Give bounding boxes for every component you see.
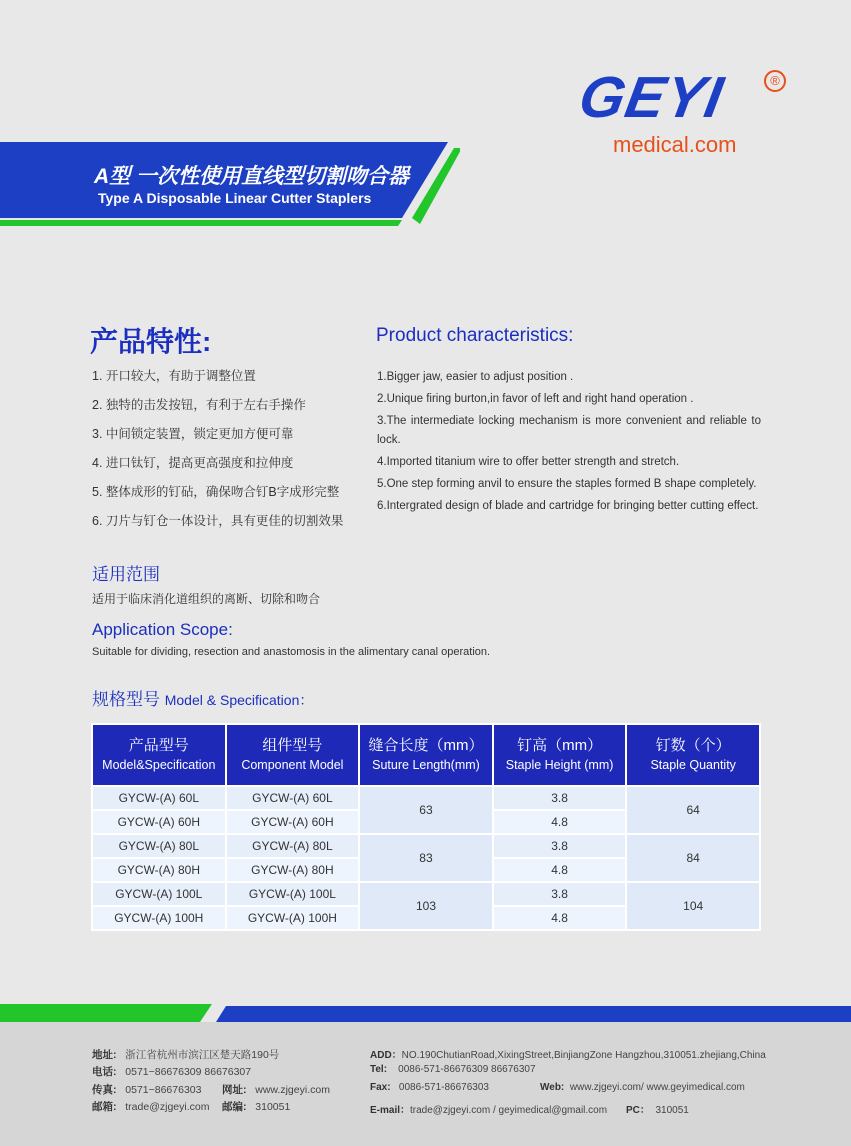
cell-model: GYCW-(A) 80H [92,858,226,882]
table-row [92,786,760,810]
cell-component: GYCW-(A) 100H [226,906,360,930]
list-item: 5.One step forming anvil to ensure the staples formed B shape completely. [377,478,757,490]
footer-fax-cn: 传真: 0571−86676303 [92,1084,202,1096]
cell-length: 83 [359,834,493,882]
cell-height: 4.8 [493,858,627,882]
list-item: 4.Imported titanium wire to offer better strength and stretch. [377,456,680,468]
cell-quantity: 84 [626,834,760,882]
logo-wordmark: GEYI [574,65,729,130]
cell-component: GYCW-(A) 100L [226,882,360,906]
footer-fax-en: Fax: 0086-571-86676303 [370,1082,489,1093]
cell-component: GYCW-(A) 60L [226,786,360,810]
list-item: 4. 进口钛钉，提高更高强度和拉伸度 [92,456,294,470]
col-header-height: 钉高（mm） Staple Height (mm) [493,724,627,786]
spec-heading-en: Model & Specification： [164,692,314,708]
list-item: 3.The intermediate locking mechanism is more convenient and reliable to lock. [377,415,761,446]
cell-model: GYCW-(A) 100H [92,906,226,930]
col-header-quantity: 钉数（个） Staple Quantity [626,724,760,786]
col-header-length: 缝合长度（mm） Suture Length(mm) [359,724,493,786]
cell-component: GYCW-(A) 80H [226,858,360,882]
cell-height: 3.8 [493,786,627,810]
footer-mail-cn: 邮箱: trade@zjgeyi.com [92,1101,210,1113]
cell-height: 4.8 [493,906,627,930]
characteristics-list-en [377,368,761,519]
footer-pc-en: PC： 310051 [626,1105,689,1116]
cell-model: GYCW-(A) 60L [92,786,226,810]
scope-heading-en: Application Scope: [92,620,233,639]
spec-heading [92,685,313,710]
cell-quantity: 64 [626,786,760,834]
cell-model: GYCW-(A) 80L [92,834,226,858]
cell-length: 63 [359,786,493,834]
cell-model: GYCW-(A) 100L [92,882,226,906]
footer-stripe [0,1002,851,1024]
logo-domain: medical.com [613,132,737,157]
table-row [92,882,760,906]
list-item: 1. 开口较大，有助于调整位置 [92,369,256,383]
characteristics-heading-cn: 产品特性: [90,326,212,357]
scope-heading-cn: 适用范围 [92,565,160,584]
cell-quantity: 104 [626,882,760,930]
scope-text-cn: 适用于临床消化道组织的离断、切除和吻合 [92,592,321,606]
cell-component: GYCW-(A) 80L [226,834,360,858]
cell-height: 3.8 [493,834,627,858]
page-title-en: Type A Disposable Linear Cutter Staplers [98,190,372,206]
footer-tel-cn: 电话: 0571−86676309 86676307 [92,1066,252,1078]
cell-model: GYCW-(A) 60H [92,810,226,834]
footer-web-en: Web: www.zjgeyi.com/ www.geyimedical.com [540,1082,745,1093]
footer-email-en: E-mail：trade@zjgeyi.com / geyimedical@gmail.com [370,1105,608,1116]
col-header-model: 产品型号 Model&Specification [92,724,226,786]
characteristics-list-cn [92,368,343,542]
list-item: 1.Bigger jaw, easier to adjust position . [377,371,574,383]
scope-text-en: Suitable for dividing, resection and anastomosis in the alimentary canal operation. [92,646,491,658]
footer-web-cn: 网址: www.zjgeyi.com [222,1084,330,1096]
cell-length: 103 [359,882,493,930]
footer-addr-cn: 地址: 浙江省杭州市滨江区楚天路190号 [92,1049,280,1061]
registered-mark-icon: ® [764,70,786,92]
cell-height: 3.8 [493,882,627,906]
footer-tel-en: Tel: 0086-571-86676309 86676307 [370,1064,536,1075]
table-row [92,834,760,858]
cell-height: 4.8 [493,810,627,834]
list-item: 6.Intergrated design of blade and cartridge for bringing better cutting effect. [377,500,759,512]
list-item: 3. 中间锁定装置，锁定更加方便可靠 [92,427,294,441]
page-title-cn: A型 一次性使用直线型切割吻合器 [94,165,409,188]
footer-add-en: ADD：NO.190ChutianRoad,XixingStreet,BinjiangZone Hangzhou,310051.zhejiang,China [370,1050,766,1061]
characteristics-heading-en: Product characteristics: [376,325,574,346]
spec-heading-cn: 规格型号 [92,690,160,709]
footer-zip-cn: 邮编: 310051 [222,1101,291,1113]
spec-table [91,723,761,931]
list-item: 6. 刀片与钉仓一体设计，具有更佳的切割效果 [92,514,344,528]
cell-component: GYCW-(A) 60H [226,810,360,834]
list-item: 2.Unique firing burton,in favor of left and right hand operation . [377,393,694,405]
table-header-row [92,724,760,786]
list-item: 2. 独特的击发按钮，有利于左右手操作 [92,398,306,412]
col-header-component: 组件型号 Component Model [226,724,360,786]
list-item: 5. 整体成形的钉砧，确保吻合钉B字成形完整 [92,485,340,499]
